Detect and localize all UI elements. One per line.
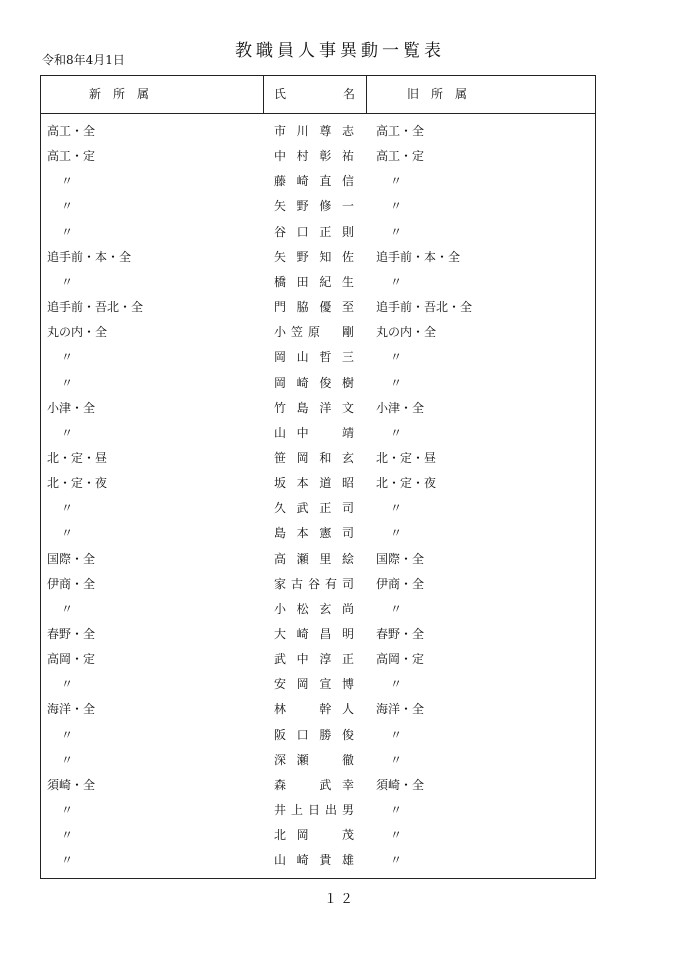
new-affiliation-cell: 高工・定 — [47, 149, 96, 164]
table-row — [41, 396, 595, 421]
name-cell: 深瀬 徹 — [274, 752, 354, 767]
new-affiliation-cell: 海洋・全 — [47, 702, 96, 717]
new-affiliation-cell: 北・定・夜 — [47, 476, 108, 491]
column-header-name-first: 氏 — [274, 87, 287, 101]
new-affiliation-cell: 春野・全 — [47, 627, 96, 641]
new-affiliation-cell: 〃 — [61, 828, 74, 843]
new-affiliation-cell: 〃 — [61, 853, 74, 868]
table-row — [41, 119, 595, 144]
old-affiliation-cell: 〃 — [390, 727, 403, 742]
name-cell: 市川尊志 — [274, 124, 354, 138]
new-affiliation-cell: 丸の内・全 — [47, 325, 108, 340]
table-row — [41, 169, 595, 194]
table-row — [41, 270, 595, 295]
name-cell: 島本憲司 — [274, 526, 354, 541]
old-affiliation-cell: 国際・全 — [376, 551, 425, 566]
new-affiliation-cell: 〃 — [61, 501, 74, 516]
table-row — [41, 371, 595, 396]
name-cell: 安岡宣博 — [274, 677, 354, 692]
column-divider — [366, 76, 367, 113]
old-affiliation-cell: 〃 — [390, 501, 403, 516]
new-affiliation-cell: 須崎・全 — [47, 777, 96, 792]
name-cell: 井上日出男 — [274, 803, 354, 818]
column-divider — [263, 76, 264, 113]
name-cell: 山中 靖 — [274, 425, 354, 440]
name-cell: 坂本道昭 — [274, 476, 354, 491]
new-affiliation-cell: 高工・全 — [47, 124, 96, 138]
name-cell: 高瀬里絵 — [274, 551, 354, 566]
old-affiliation-cell: 〃 — [390, 350, 403, 365]
name-cell: 藤崎直信 — [274, 174, 354, 189]
name-cell: 久武正司 — [274, 501, 354, 516]
old-affiliation-cell: 〃 — [390, 752, 403, 767]
name-cell: 岡崎俊樹 — [274, 375, 354, 390]
page-number: １２ — [323, 892, 356, 907]
old-affiliation-cell: 〃 — [390, 199, 403, 214]
old-affiliation-cell: 高岡・定 — [376, 652, 425, 667]
table-row — [41, 748, 595, 773]
column-header-old-affiliation: 旧 所 属 — [407, 87, 468, 101]
table-row — [41, 144, 595, 169]
table-row — [41, 471, 595, 496]
table-row — [41, 194, 595, 219]
document-date: 令和8年4月1日 — [42, 53, 125, 67]
old-affiliation-cell: 須崎・全 — [376, 777, 425, 792]
new-affiliation-cell: 小津・全 — [47, 400, 96, 415]
old-affiliation-cell: 〃 — [390, 425, 403, 440]
name-cell: 門脇優至 — [274, 300, 354, 315]
new-affiliation-cell: 〃 — [61, 601, 74, 616]
name-cell: 矢野修一 — [274, 199, 354, 214]
name-cell: 岡山哲三 — [274, 350, 354, 365]
name-cell: 小松玄尚 — [274, 601, 354, 616]
new-affiliation-cell: 〃 — [61, 174, 74, 189]
old-affiliation-cell: 〃 — [390, 803, 403, 818]
new-affiliation-cell: 追手前・吾北・全 — [47, 300, 144, 315]
table-row — [41, 245, 595, 270]
new-affiliation-cell: 〃 — [61, 375, 74, 390]
table-row — [41, 446, 595, 471]
table-row — [41, 723, 595, 748]
new-affiliation-cell: 〃 — [61, 425, 74, 440]
new-affiliation-cell: 追手前・本・全 — [47, 249, 132, 264]
old-affiliation-cell: 追手前・本・全 — [376, 249, 461, 264]
old-affiliation-cell: 〃 — [390, 828, 403, 843]
name-cell: 山崎貴雄 — [274, 853, 354, 868]
personnel-transfer-table — [40, 75, 596, 879]
new-affiliation-cell: 〃 — [61, 803, 74, 818]
table-row — [41, 823, 595, 848]
new-affiliation-cell: 〃 — [61, 677, 74, 692]
table-row — [41, 345, 595, 370]
column-header-name-second: 名 — [343, 87, 356, 101]
table-row — [41, 672, 595, 697]
new-affiliation-cell: 〃 — [61, 727, 74, 742]
table-row — [41, 320, 595, 345]
new-affiliation-cell: 〃 — [61, 752, 74, 767]
table-row — [41, 521, 595, 546]
name-cell: 林 幹人 — [274, 702, 354, 717]
old-affiliation-cell: 高工・定 — [376, 149, 425, 164]
table-row — [41, 220, 595, 245]
old-affiliation-cell: 海洋・全 — [376, 702, 425, 717]
name-cell: 家古谷有司 — [274, 576, 354, 591]
new-affiliation-cell: 高岡・定 — [47, 652, 96, 667]
new-affiliation-cell: 〃 — [61, 224, 74, 239]
old-affiliation-cell: 追手前・吾北・全 — [376, 300, 473, 315]
table-row — [41, 798, 595, 823]
column-header-new-affiliation: 新 所 属 — [89, 87, 150, 101]
old-affiliation-cell: 〃 — [390, 174, 403, 189]
table-row — [41, 622, 595, 647]
name-cell: 武中淳正 — [274, 652, 354, 667]
old-affiliation-cell: 〃 — [390, 224, 403, 239]
table-header — [41, 76, 595, 114]
name-cell: 笹岡和玄 — [274, 450, 354, 465]
old-affiliation-cell: 春野・全 — [376, 627, 425, 641]
old-affiliation-cell: 小津・全 — [376, 400, 425, 415]
old-affiliation-cell: 丸の内・全 — [376, 325, 437, 340]
name-cell: 北岡 茂 — [274, 828, 354, 843]
name-cell: 竹島洋文 — [274, 400, 354, 415]
table-row — [41, 647, 595, 672]
old-affiliation-cell: 〃 — [390, 375, 403, 390]
new-affiliation-cell: 〃 — [61, 526, 74, 541]
name-cell: 谷口正則 — [274, 224, 354, 239]
table-row — [41, 848, 595, 873]
name-cell: 森 武幸 — [274, 777, 354, 792]
table-row — [41, 773, 595, 798]
new-affiliation-cell: 北・定・昼 — [47, 450, 108, 465]
old-affiliation-cell: 〃 — [390, 601, 403, 616]
new-affiliation-cell: 国際・全 — [47, 551, 96, 566]
table-row — [41, 697, 595, 722]
table-row — [41, 597, 595, 622]
old-affiliation-cell: 北・定・昼 — [376, 450, 437, 465]
old-affiliation-cell: 伊商・全 — [376, 576, 425, 591]
name-cell: 橋田紀生 — [274, 274, 354, 289]
name-cell: 阪口勝俊 — [274, 727, 354, 742]
name-cell: 矢野知佐 — [274, 249, 354, 264]
old-affiliation-cell: 北・定・夜 — [376, 476, 437, 491]
name-cell: 中村彰祐 — [274, 149, 354, 164]
new-affiliation-cell: 〃 — [61, 199, 74, 214]
new-affiliation-cell: 〃 — [61, 274, 74, 289]
new-affiliation-cell: 〃 — [61, 350, 74, 365]
table-row — [41, 572, 595, 597]
name-cell: 小笠原 剛 — [274, 325, 354, 340]
new-affiliation-cell: 伊商・全 — [47, 576, 96, 591]
table-row — [41, 295, 595, 320]
table-row — [41, 421, 595, 446]
old-affiliation-cell: 〃 — [390, 853, 403, 868]
old-affiliation-cell: 高工・全 — [376, 124, 425, 138]
old-affiliation-cell: 〃 — [390, 526, 403, 541]
table-row — [41, 496, 595, 521]
old-affiliation-cell: 〃 — [390, 677, 403, 692]
name-cell: 大崎昌明 — [274, 627, 354, 641]
table-row — [41, 547, 595, 572]
document-title: 教職員人事異動一覧表 — [235, 41, 445, 61]
old-affiliation-cell: 〃 — [390, 274, 403, 289]
